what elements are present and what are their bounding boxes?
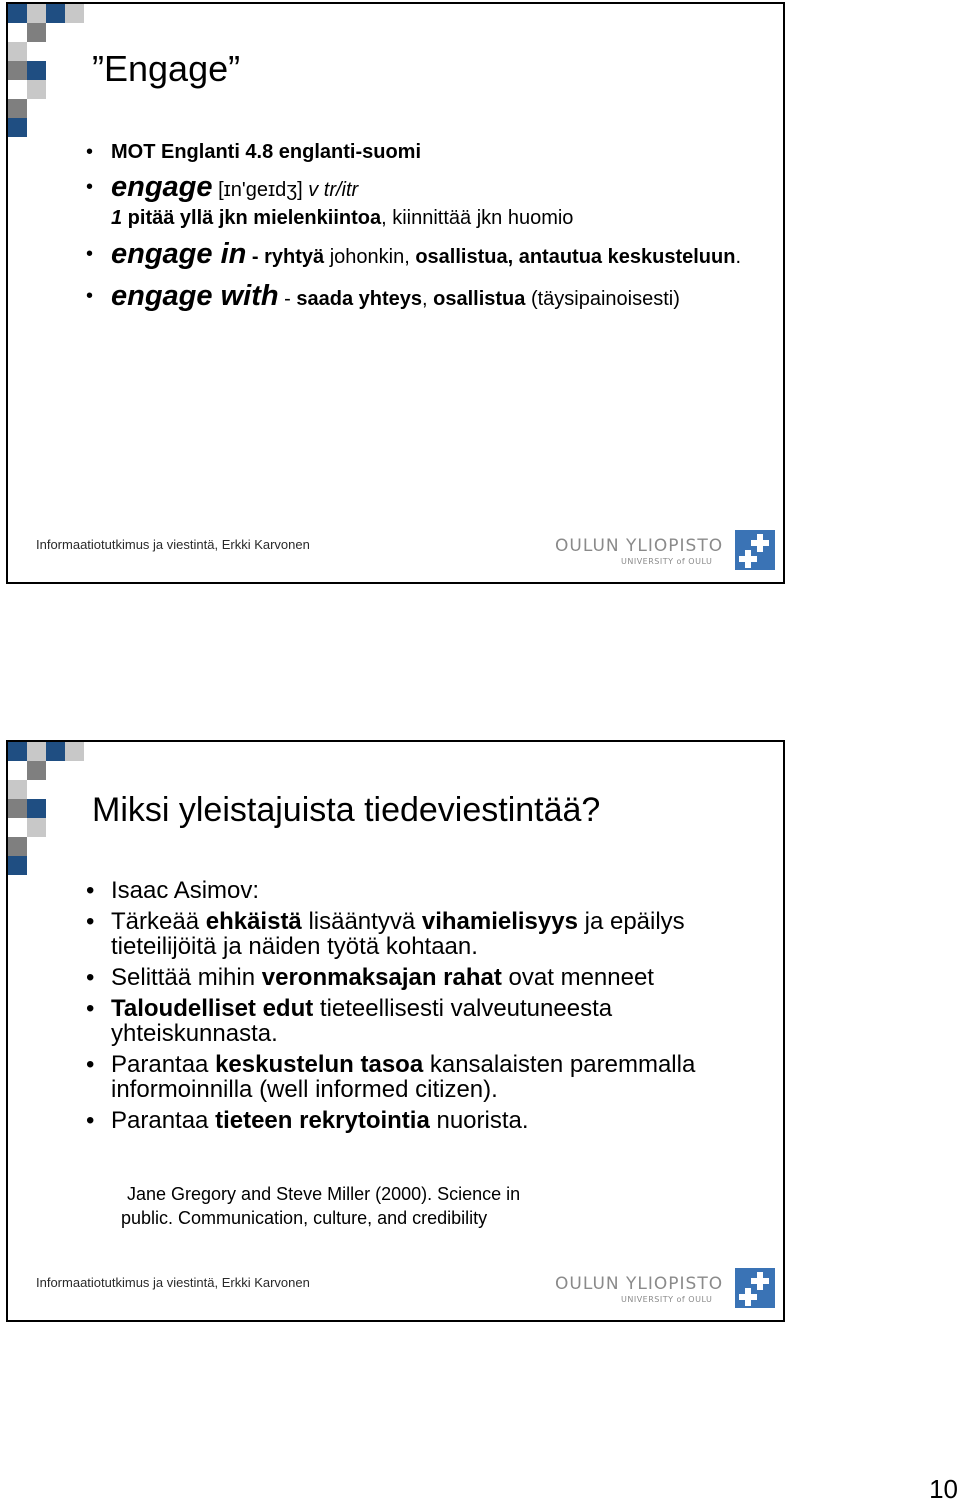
- pronunciation: [ɪn'geɪdʒ]: [212, 179, 309, 201]
- slide-2: [6, 740, 785, 1322]
- university-logo: [555, 1268, 775, 1312]
- definition: osallistua, antautua keskusteluun: [415, 246, 736, 268]
- list-item: [86, 909, 766, 959]
- slide-footer: Informaatiotutkimus ja viestintä, Erkki Karvonen: [36, 1275, 310, 1290]
- slide-title: Miksi yleistajuista tiedeviestintää?: [92, 791, 601, 829]
- bullet-text: Parantaa: [111, 1051, 216, 1078]
- slide-title: ”Engage”: [92, 48, 241, 89]
- logo-subtitle: UNIVERSITY of OULU: [621, 1295, 713, 1304]
- university-emblem-icon: [735, 530, 775, 570]
- list-item: [86, 878, 766, 903]
- bullet-text: ovat menneet: [501, 964, 654, 991]
- bullet-text: ehkäistä: [205, 908, 302, 935]
- definition: johonkin,: [324, 246, 416, 268]
- bullet-text: Taloudelliset edut: [111, 995, 314, 1022]
- definition: ,: [422, 288, 434, 310]
- dash: -: [246, 246, 265, 268]
- list-item: [86, 173, 766, 232]
- bullet-text: nuorista.: [429, 1107, 529, 1134]
- definition: , kiinnittää jkn huomio: [381, 207, 574, 229]
- slide-1: [6, 2, 785, 584]
- term: engage: [111, 171, 213, 203]
- university-emblem-icon: [735, 1268, 775, 1308]
- list-item: [86, 240, 766, 271]
- term: engage in: [111, 238, 247, 270]
- logo-name: OULUN YLIOPISTO: [555, 536, 724, 556]
- list-item: [86, 1052, 766, 1102]
- definition: (täysipainoisesti): [525, 288, 680, 310]
- definition: ryhtyä: [264, 246, 325, 268]
- list-item: [86, 996, 766, 1046]
- definition: osallistua: [433, 288, 526, 310]
- bullet-text: Selittää mihin: [111, 964, 262, 991]
- bullet-text: tieteellisesti valveutuneesta yhteiskunnasta.: [111, 995, 613, 1047]
- definition: pitää yllä jkn mielenkiintoa: [122, 207, 382, 229]
- part-of-speech: v tr/itr: [308, 179, 359, 201]
- bullet-text: Tärkeää: [111, 908, 206, 935]
- page-number: 10: [929, 1474, 958, 1504]
- corner-squares-decoration: [8, 742, 98, 882]
- definition: .: [735, 246, 741, 268]
- bullet-text: tieteen rekrytointia: [215, 1107, 430, 1134]
- list-item: [86, 140, 766, 165]
- definition: saada yhteys: [296, 288, 422, 310]
- dash: -: [278, 288, 297, 310]
- citation: [121, 1182, 601, 1230]
- citation-line: Jane Gregory and Steve Miller (2000). Science in: [127, 1184, 521, 1204]
- university-logo: [555, 530, 775, 574]
- list-item: [86, 1108, 766, 1133]
- slide-footer: Informaatiotutkimus ja viestintä, Erkki Karvonen: [36, 537, 310, 552]
- logo-name: OULUN YLIOPISTO: [555, 1274, 724, 1294]
- corner-squares-decoration: [8, 4, 98, 144]
- bullet-list: [86, 140, 766, 324]
- bullet-text: Isaac Asimov:: [111, 877, 260, 904]
- bullet-text: ja epäilys tieteilijöitä ja näiden työtä kohtaan.: [111, 908, 685, 960]
- list-item: [86, 965, 766, 990]
- bullet-text: keskustelun tasoa: [215, 1051, 424, 1078]
- citation-line: public. Communication, culture, and credibility: [121, 1208, 488, 1228]
- bullet-text: lisääntyvä: [301, 908, 422, 935]
- bullet-text: kansalaisten paremmalla informoinnilla (well informed citizen).: [111, 1051, 696, 1103]
- logo-subtitle: UNIVERSITY of OULU: [621, 557, 713, 566]
- bullet-list: [86, 878, 766, 1139]
- bullet-text: vihamielisyys: [421, 908, 578, 935]
- bullet-text: Parantaa: [111, 1107, 216, 1134]
- bullet-text: MOT Englanti 4.8 englanti-suomi: [111, 141, 422, 163]
- sense-number: 1: [111, 207, 123, 229]
- list-item: [86, 279, 766, 316]
- bullet-text: veronmaksajan rahat: [261, 964, 502, 991]
- term: engage with: [111, 280, 279, 312]
